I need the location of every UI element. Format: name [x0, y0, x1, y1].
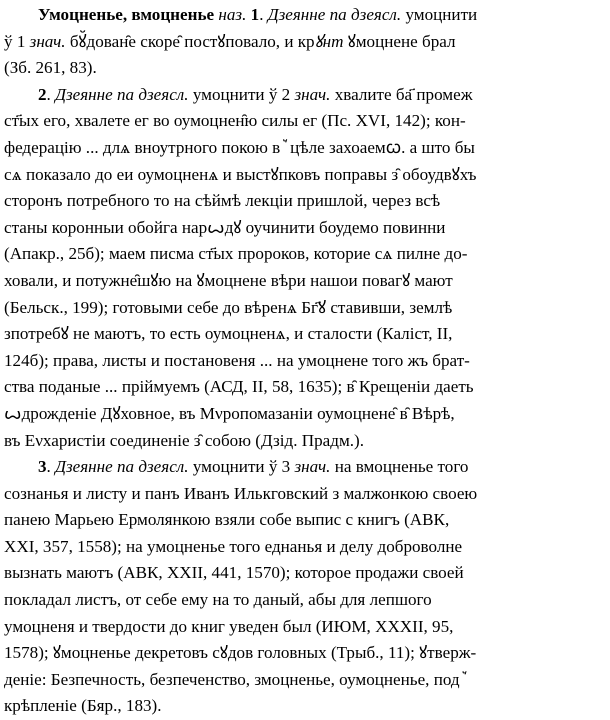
sense-2-line: ства поданые ... пріймуемъ (АСД, II, 58, 1635); в̑ Крещеніи даеть	[4, 377, 474, 397]
sense-3-line: XXI, 357, 1558); на умоцненье того еднанья и делу доброволне	[4, 536, 463, 556]
sense-text-italic: ꙋнт	[314, 31, 344, 51]
sense-2-line: ховали, и потужне̑шꙋю на ꙋмоцнене вѣри нашои повагꙋ мают	[4, 270, 453, 290]
sense-2	[4, 82, 604, 454]
sense-number: 2	[38, 84, 47, 104]
sense-u: ў 2	[268, 84, 291, 104]
sense-2-line: сторонъ потребного то на сѣймѣ лекціи пришлой, через всѣ	[4, 191, 441, 211]
sense-znach: знач.	[29, 31, 66, 51]
sense-text: хвалите ба҃ промеж	[334, 84, 473, 104]
sense-1	[4, 2, 604, 82]
sense-gloss: Дзеянне па дзеясл.	[55, 84, 189, 104]
sense-ref: умоцнити	[192, 457, 265, 477]
sense-2-line: ꙍдрожденіе Дꙋховное, въ Мνропомазаніи оумоцнене̑ в̑ Вѣрѣ,	[4, 403, 455, 423]
sense-1-line-2	[4, 29, 604, 56]
sense-number: 1	[250, 5, 260, 24]
sense-2-line: ст҃ых его, хвалете ег во оумоцнен̑ю силы ег (Пс. XVI, 142); кон-	[4, 111, 466, 131]
sense-3-line: покладал листъ, от себе ему на то даный, абы для лепшого	[4, 590, 432, 610]
headword: Умоцненье, вмоцненье	[38, 5, 215, 24]
sense-text-2: ꙋмоцнене брал	[347, 31, 456, 51]
sense-2-line: станы коронныи обойга нарꙍдꙋ оучинити боудемо повинни	[4, 217, 446, 237]
sense-3-line: панею Марьею Ермолянкою взяли собе выпис с книгъ (АВК,	[4, 510, 450, 530]
sense-2-line-1: 2. Дзеянне па дзеясл. умоцнити ў 2 знач. хвалите ба҃ промеж	[38, 84, 473, 104]
sense-1-line-1: Умоцненье, вмоцненье наз. 1. Дзеянне па дзеясл. умоцнити	[38, 5, 478, 24]
sense-3-line: умоцненя и твердости до книг уведен был (ИЮМ, XXXII, 95,	[4, 616, 454, 636]
sense-3-line-1: 3. Дзеянне па дзеясл. умоцнити ў 3 знач. на вмоцненье того	[38, 457, 469, 477]
part-of-speech: наз.	[218, 5, 247, 24]
sense-znach: знач.	[294, 84, 331, 104]
sense-2-line: 124б); права, листы и постановеня ... на умоцнене того жъ брат-	[4, 350, 470, 370]
dictionary-entry	[4, 2, 604, 720]
sense-ref: умоцнити	[405, 5, 478, 24]
sense-3-line: сознанья и листу и панъ Иванъ Илькговский з малжонкою своею	[4, 483, 478, 503]
sense-2-line: федерацію ... длѧ вноутрного покою вꙿцѣле захоаемꙍ. а што бы	[4, 137, 475, 157]
sense-3-line: вызнать маютъ (АВК, XXII, 441, 1570); которое продажи своей	[4, 563, 464, 583]
sense-u: ў 1	[4, 31, 26, 51]
sense-znach: знач.	[294, 457, 331, 477]
sense-2-line: (Бельск., 199); готовыми себе до вѣренѧ Бг҃ꙋ ставивши, землѣ	[4, 297, 453, 317]
sense-number: 3	[38, 457, 47, 477]
sense-text: бꙋ̆дован̑е скоре̑ постꙋповало, и кр	[69, 31, 315, 51]
sense-3-line: крѣпленіе (Бяр., 183).	[4, 696, 162, 716]
sense-2-line: сѧ показало до еи оумоцненѧ и выстꙋпковъ поправы з̑ обоудвꙋхъ	[4, 164, 477, 184]
sense-gloss: Дзеянне па дзеясл.	[267, 5, 402, 24]
sense-u: ў 3	[268, 457, 291, 477]
sense-3-line: 1578); ꙋмоцненье декретовъ сꙋдов головных (Трыб., 11); ꙋтверж-	[4, 643, 477, 663]
sense-1-line-3	[4, 55, 604, 82]
sense-text: на вмоцненье того	[334, 457, 469, 477]
sense-ref: умоцнити	[192, 84, 265, 104]
sense-2-line: зпотребꙋ не маютъ, то есть оумоцненѧ, и сталости (Каліст, II,	[4, 324, 453, 344]
sense-3-line: деніе: Безпечность, безпеченство, змоцненье, оумоцненье, подꙿ	[4, 669, 470, 689]
sense-2-line: (Апакр., 25б); маем писма ст҃ых пророков, которие сѧ пилне до-	[4, 244, 468, 264]
sense-gloss: Дзеянне па дзеясл.	[55, 457, 189, 477]
sense-2-line: въ Еνхаристіи соединеніе з̑ собою (Дзід. Прадм.).	[4, 430, 365, 450]
sense-3	[4, 454, 604, 720]
sense-source: (Зб. 261, 83).	[4, 58, 97, 78]
